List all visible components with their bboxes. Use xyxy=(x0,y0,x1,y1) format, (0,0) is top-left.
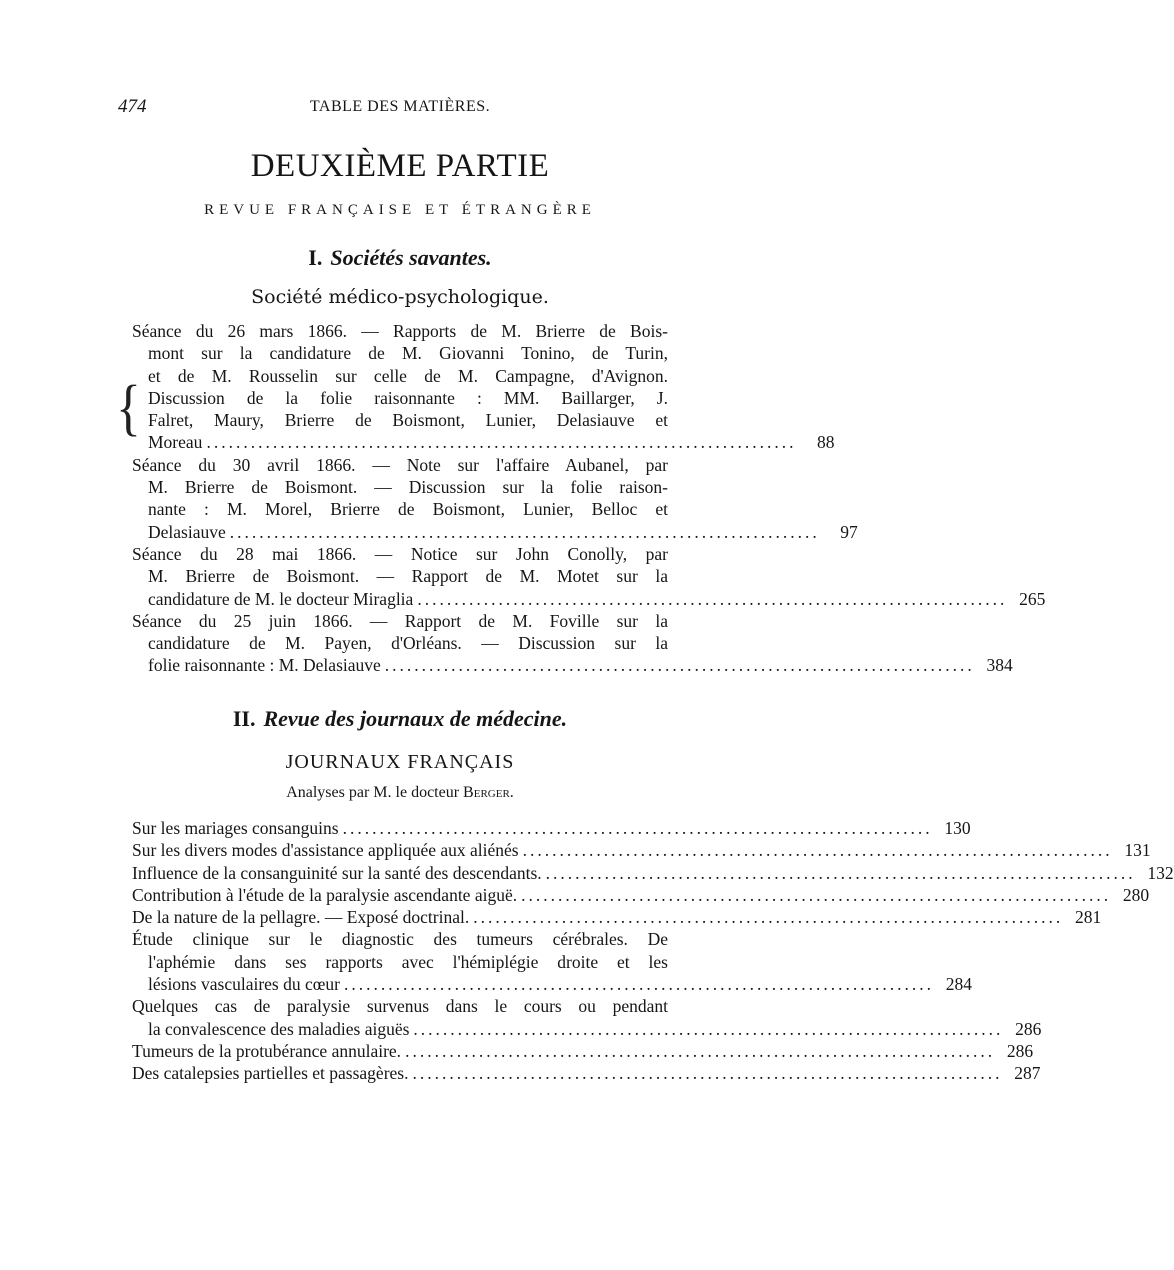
toc-entry-line: Séance du 25 juin 1866. — Rapport de M. Foville sur la xyxy=(132,610,668,631)
toc-entry-line: et de M. Rousselin sur celle de M. Campagne, d'Avignon. xyxy=(148,365,668,386)
toc-entry-text: Moreau xyxy=(148,432,203,453)
dot-leader: ................................................................................ xyxy=(545,862,1136,883)
toc-entries-section-2 xyxy=(132,817,1174,1085)
toc-entry-text: Sur les divers modes d'assistance appliquée aux aliénés xyxy=(132,840,519,861)
toc-entry-line: nante : M. Morel, Brierre de Boismont, Lunier, Belloc et xyxy=(148,499,668,520)
section-title: Sociétés savantes. xyxy=(330,245,492,270)
society-heading: Société médico-psychologique. xyxy=(251,286,549,308)
running-title: TABLE DES MATIÈRES. xyxy=(309,98,491,115)
dot-leader: ................................................................................ xyxy=(405,1040,996,1061)
part-title: DEUXIÈME PARTIE xyxy=(250,148,550,184)
toc-page-number: 281 xyxy=(1074,907,1102,928)
analyst-name: Berger. xyxy=(463,784,514,801)
toc-entry-line: Étude clinique sur le diagnostic des tumeurs cérébrales. De xyxy=(132,929,668,950)
toc-entry-line: mont sur la candidature de M. Giovanni Tonino, de Turin, xyxy=(148,343,668,364)
toc-entry-line: Séance du 26 mars 1866. — Rapports de M. Brierre de Bois- xyxy=(132,321,668,341)
section-number: I. xyxy=(308,245,323,270)
toc-entry-line: Séance du 30 avril 1866. — Note sur l'affaire Aubanel, par xyxy=(132,454,668,475)
toc-entry-last-line xyxy=(132,973,972,995)
toc-entry-last-line xyxy=(132,521,858,543)
toc-page-number: 132 xyxy=(1147,862,1174,883)
toc-page-number: 286 xyxy=(1006,1040,1034,1061)
dot-leader: ................................................................................ xyxy=(384,655,975,676)
toc-entry-last-line xyxy=(132,1018,1042,1040)
toc-entry-text: Tumeurs de la protubérance annulaire. xyxy=(132,1040,402,1061)
section-number: II. xyxy=(232,706,256,731)
toc-entry xyxy=(132,884,1150,906)
dot-leader: ................................................................................ xyxy=(342,818,933,838)
toc-entry-line: Discussion de la folie raisonnante : MM. Baillarger, J. xyxy=(148,387,668,408)
toc-entry xyxy=(132,320,835,454)
toc-page-number: 280 xyxy=(1122,884,1150,905)
toc-entry xyxy=(132,1040,1034,1062)
toc-entry-last-line xyxy=(132,588,1046,610)
section-heading-2 xyxy=(0,706,800,732)
toc-entry-last-line xyxy=(132,906,1102,928)
toc-page-number: 265 xyxy=(1019,588,1046,609)
dot-leader: ................................................................................ xyxy=(522,840,1113,861)
dot-leader: ................................................................................ xyxy=(413,1018,1004,1039)
toc-entry-text: folie raisonnante : M. Delasiauve xyxy=(148,655,381,676)
toc-entry xyxy=(132,862,1174,884)
page-number: 474 xyxy=(118,96,147,117)
brace-mark: { xyxy=(116,374,141,443)
analyst-line xyxy=(0,784,800,802)
dot-leader: ................................................................................ xyxy=(343,974,934,995)
dot-leader: ................................................................................ xyxy=(473,907,1064,928)
toc-entry-line: l'aphémie dans ses rapports avec l'hémiplégie droite et les xyxy=(148,951,668,972)
toc-page-number: 97 xyxy=(840,521,858,542)
toc-entry-last-line xyxy=(132,817,971,839)
toc-entry-last-line xyxy=(132,862,1174,884)
dot-leader: ................................................................................ xyxy=(417,588,1008,609)
toc-entry-line: M. Brierre de Boismont. — Discussion sur la folie raison- xyxy=(148,477,668,498)
part-subtitle: REVUE FRANÇAISE ET ÉTRANGÈRE xyxy=(204,202,596,218)
toc-page-number: 287 xyxy=(1014,1063,1041,1084)
toc-entry-line: Quelques cas de paralysie survenus dans le cours ou pendant xyxy=(132,996,668,1017)
toc-entry-last-line xyxy=(132,431,835,453)
toc-page-number: 131 xyxy=(1124,840,1151,861)
toc-entry xyxy=(132,995,1042,1040)
journals-subheading: JOURNAUX FRANÇAIS xyxy=(285,751,515,773)
toc-entry xyxy=(132,610,1013,677)
toc-entry-last-line xyxy=(132,1062,1041,1084)
toc-entry-text: Contribution à l'étude de la paralysie ascendante aiguë. xyxy=(132,884,518,905)
toc-page-number: 88 xyxy=(816,432,835,453)
toc-page-number: 286 xyxy=(1015,1018,1042,1039)
toc-entry-text: la convalescence des maladies aiguës xyxy=(148,1018,410,1039)
toc-entry-text: Influence de la consanguinité sur la santé des descendants. xyxy=(132,862,542,883)
toc-entry-text: De la nature de la pellagre. — Exposé doctrinal. xyxy=(132,907,470,928)
toc-entry xyxy=(132,454,858,543)
toc-page-number: 284 xyxy=(945,974,972,995)
section-title: Revue des journaux de médecine. xyxy=(263,706,568,731)
toc-page-number: 130 xyxy=(944,818,971,838)
toc-entry-line: Falret, Maury, Brierre de Boismont, Lunier, Delasiauve et xyxy=(148,410,668,431)
toc-entry xyxy=(132,1062,1041,1084)
toc-entry-text: Delasiauve xyxy=(148,521,226,542)
toc-entry-line: M. Brierre de Boismont. — Rapport de M. Motet sur la xyxy=(148,566,668,587)
dot-leader: ................................................................................ xyxy=(521,884,1112,905)
toc-entry-last-line xyxy=(132,884,1150,906)
analyst-prefix: Analyses par M. le docteur xyxy=(286,784,460,801)
toc-entry-last-line xyxy=(132,839,1151,861)
toc-entry-last-line xyxy=(132,1040,1034,1062)
running-header xyxy=(0,96,800,122)
toc-entry-text: Sur les mariages consanguins xyxy=(132,818,339,838)
toc-entry-text: Des catalepsies partielles et passagères. xyxy=(132,1063,409,1084)
toc-entry xyxy=(132,543,1046,610)
dot-leader: ................................................................................ xyxy=(206,432,797,453)
section-heading-1 xyxy=(0,245,800,271)
toc-page-number: 384 xyxy=(986,655,1013,676)
dot-leader: ................................................................................ xyxy=(229,521,820,542)
toc-entry xyxy=(132,928,972,995)
toc-entry xyxy=(132,817,971,839)
toc-entry xyxy=(132,906,1102,928)
toc-entry-text: candidature de M. le docteur Miraglia xyxy=(148,588,414,609)
dot-leader: ................................................................................ xyxy=(412,1063,1003,1084)
toc-entry-line: Séance du 28 mai 1866. — Notice sur John Conolly, par xyxy=(132,543,668,564)
toc-entry-last-line xyxy=(132,654,1013,676)
toc-entry-line: candidature de M. Payen, d'Orléans. — Discussion sur la xyxy=(148,633,668,654)
toc-entry-text: lésions vasculaires du cœur xyxy=(148,974,340,995)
toc-entries-section-1 xyxy=(132,320,1046,677)
toc-entry xyxy=(132,839,1151,861)
